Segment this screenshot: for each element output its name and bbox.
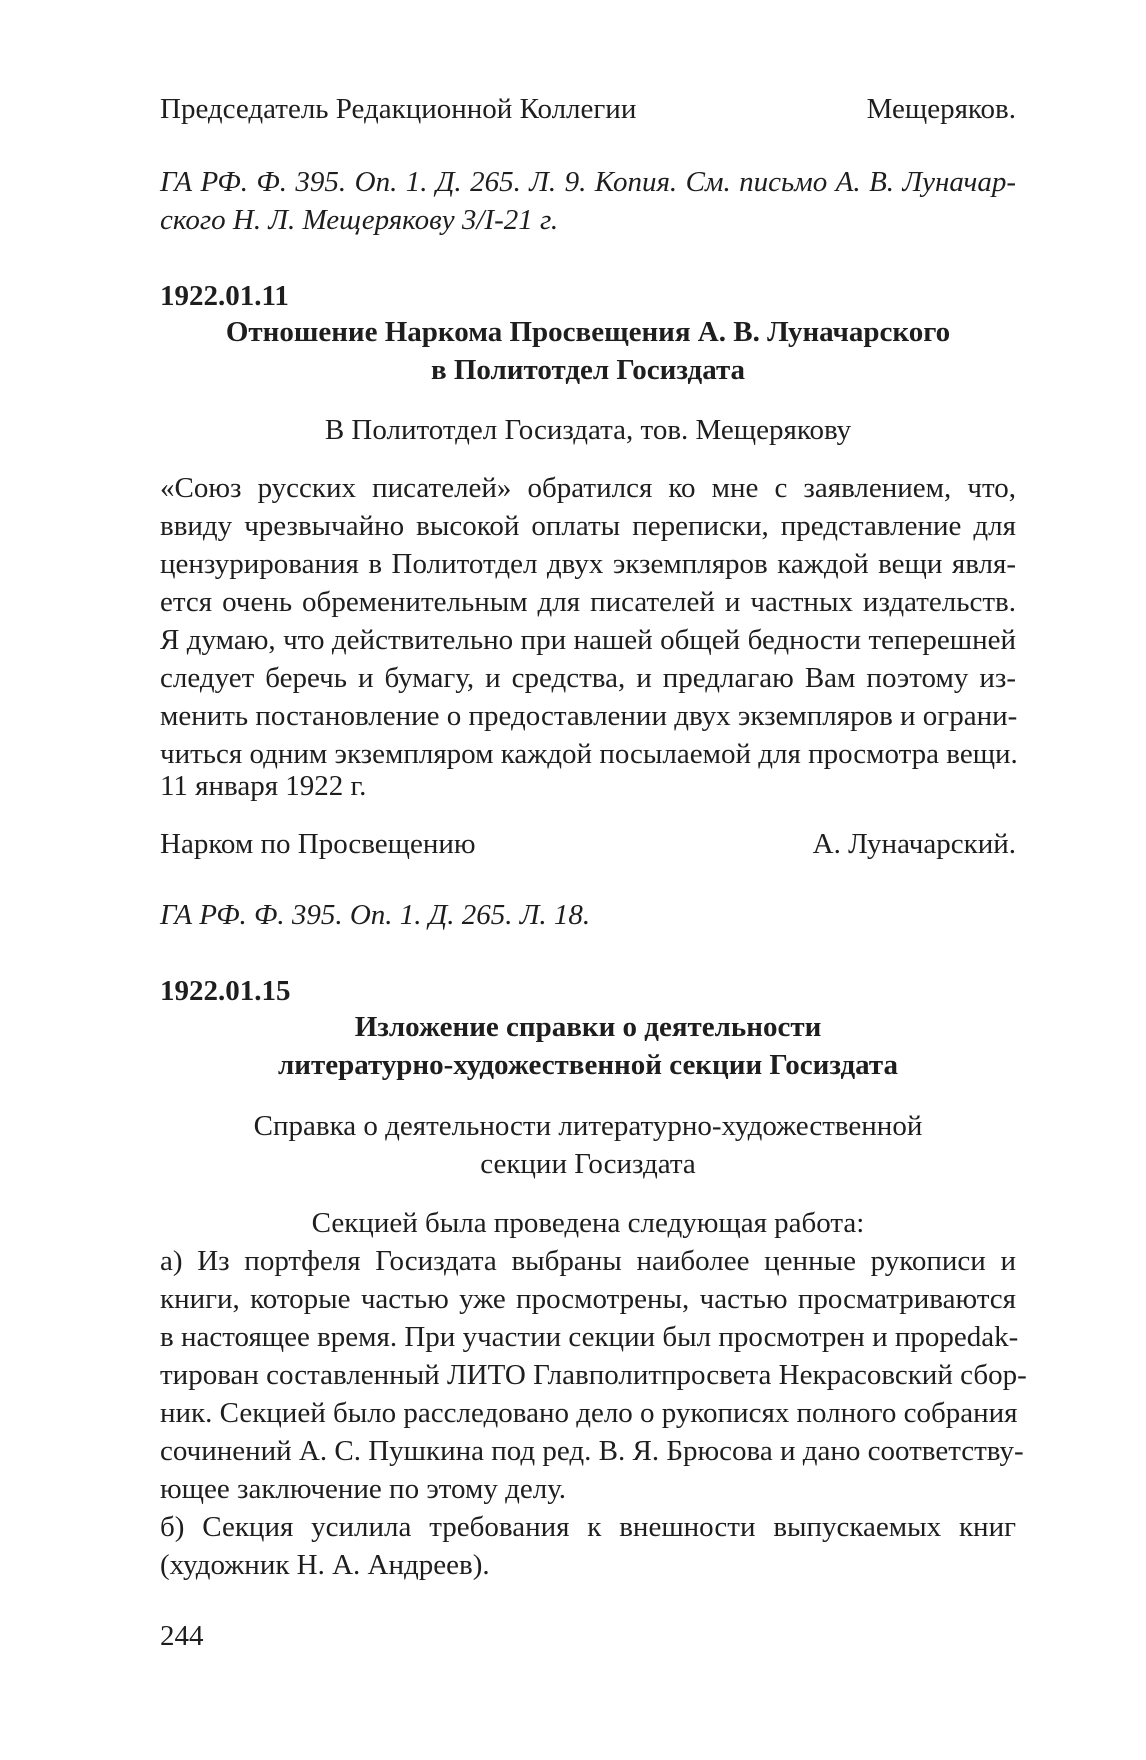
doc1-title-line-1: Отношение Наркома Просвещения А. В. Луначарского — [225, 316, 951, 348]
doc1-body — [160, 469, 1016, 773]
doc1-title-line-2: в Политотдел Госиздата — [430, 354, 746, 386]
top-signature-role: Председатель Редакционной Коллегии — [160, 93, 637, 125]
top-source-line-1: ГА РФ. Ф. 395. Оп. 1. Д. 265. Л. 9. Копия. См. письмо А. В. Луначар- — [160, 166, 1016, 198]
doc2-item-a-line: книги, которые частью уже просмотрены, частью просматриваются — [160, 1283, 1016, 1315]
doc2-title-line-2: литературно-художественной секции Госиздата — [277, 1049, 899, 1081]
top-source-line-2: ского Н. Л. Мещерякову 3/I-21 г. — [160, 204, 559, 236]
doc2-item-a-line: ющее заключение по этому делу. — [160, 1473, 567, 1505]
doc1-signature — [160, 825, 1016, 863]
doc1-body-line: Я думаю, что действительно при нашей общей бедности теперешней — [160, 624, 1016, 656]
doc1-body-line: следует беречь и бумагу, и средства, и предлагаю Вам поэтому из- — [160, 662, 1016, 694]
doc1-signature-name: А. Луначарский. — [812, 828, 1016, 860]
doc2-item-b — [160, 1508, 1016, 1584]
doc2-item-a-line: ник. Секцией было расследовано дело о рукописях полного собрания — [160, 1397, 1018, 1429]
doc1-date-signed: 11 января 1922 г. — [160, 770, 367, 802]
doc1-body-line: ввиду чрезвычайно высокой оплаты переписки, представление для — [160, 510, 1016, 542]
doc1-body-line: менить постановление о предоставлении двух экземпляров и ограни- — [160, 700, 1018, 732]
doc1-title — [160, 313, 1016, 389]
doc1-body-line: читься одним экземпляром каждой посылаемой для просмотра вещи. — [160, 738, 1018, 770]
doc1-body-line: цензурирования в Политотдел двух экземпляров каждой вещи явля- — [160, 548, 1016, 580]
doc2-item-a-line: а) Из портфеля Госиздата выбраны наиболее ценные рукописи и — [160, 1245, 1016, 1277]
doc2-title — [160, 1008, 1016, 1084]
doc2-item-a-line: сочинений А. С. Пушкина под ред. В. Я. Брюсова и дано соответству- — [160, 1435, 1024, 1467]
top-archival-source — [160, 163, 1016, 239]
doc2-title-line-1: Изложение справки о деятельности — [354, 1011, 822, 1043]
doc1-date: 1922.01.11 — [160, 280, 289, 312]
doc1-body-line: «Союз русских писателей» обратился ко мне с заявлением, что, — [160, 472, 1016, 504]
doc2-date: 1922.01.15 — [160, 975, 291, 1007]
top-signature-name: Мещеряков. — [866, 93, 1016, 125]
doc2-subtitle — [160, 1107, 1016, 1183]
doc2-item-b-line: б) Секция усилила требования к внешности выпускаемых книг — [160, 1511, 1016, 1543]
doc2-item-a — [160, 1242, 1027, 1508]
doc2-item-b-line: (художник Н. А. Андреев). — [160, 1549, 490, 1581]
doc1-body-line: ется очень обременительным для писателей и частных издательств. — [160, 586, 1016, 618]
doc1-signature-role: Нарком по Просвещению — [160, 828, 476, 860]
page-number: 244 — [160, 1620, 204, 1652]
doc2-subtitle-line-1: Справка о деятельности литературно-художественной — [253, 1110, 923, 1142]
doc2-item-a-line: в настоящее время. При участии секции был просмотрен и прореdak- — [160, 1321, 1019, 1353]
doc1-address: В Политотдел Госиздата, тов. Мещерякову — [324, 414, 852, 446]
top-signature — [160, 90, 1016, 128]
doc2-intro: Секцией была проведена следующая работа: — [311, 1207, 865, 1239]
doc1-archival-source: ГА РФ. Ф. 395. Оп. 1. Д. 265. Л. 18. — [160, 899, 591, 931]
doc2-subtitle-line-2: секции Госиздата — [480, 1148, 696, 1180]
doc2-item-a-line: тирован составленный ЛИТО Главполитпросвета Некрасовский сбор- — [160, 1359, 1027, 1391]
